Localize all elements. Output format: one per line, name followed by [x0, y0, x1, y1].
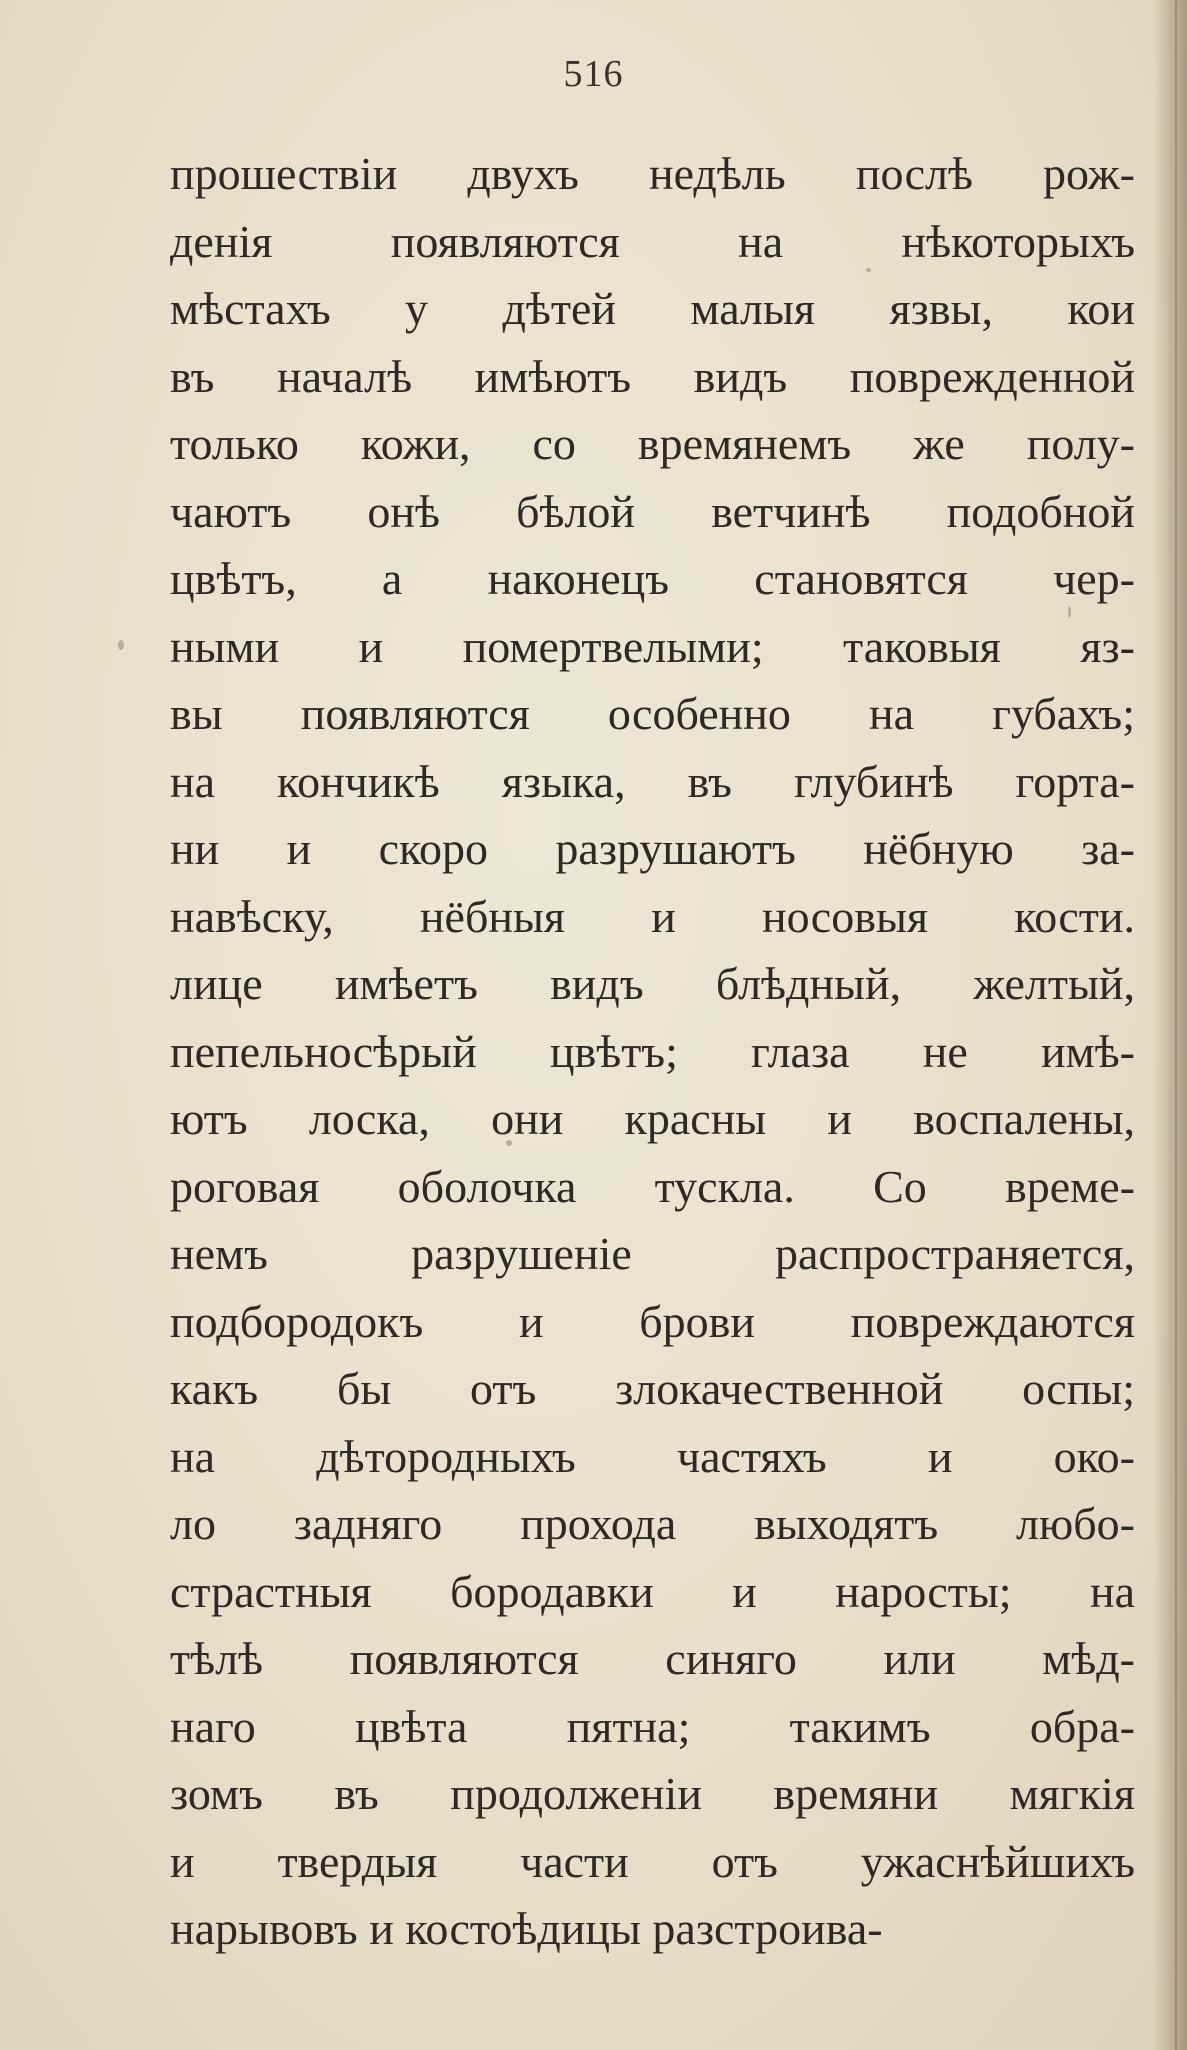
text-line: лице имѣетъ видъ блѣдный, желтый,	[170, 958, 1135, 1009]
text-line: роговая оболочка тускла. Со време-	[170, 1160, 1135, 1212]
text-line: и твердыя части отъ ужаснѣйшихъ	[170, 1835, 1135, 1887]
text-line: навѣску, нёбныя и носовыя кости.	[170, 890, 1135, 942]
text-line: страстныя бородавки и наросты; на	[170, 1565, 1135, 1617]
page-edge-line	[1175, 0, 1177, 2050]
text-line: подбородокъ и брови повреждаются	[170, 1295, 1135, 1347]
text-line: чаютъ онѣ бѣлой ветчинѣ подобной	[170, 485, 1135, 537]
text-line: ло задняго прохода выходятъ любо-	[170, 1498, 1135, 1549]
text-line: ни и скоро разрушаютъ нёбную за-	[170, 823, 1135, 874]
text-line: цвѣтъ, а наконецъ становятся чер-	[170, 553, 1135, 604]
page-edge-shadow	[1153, 0, 1187, 2050]
text-line: какъ бы отъ злокачественной оспы;	[170, 1363, 1135, 1414]
page-number: 516	[563, 53, 624, 95]
text-line: только кожи, со времянемъ же полу-	[170, 418, 1135, 469]
text-line: ютъ лоска, они красны и воспалены,	[170, 1093, 1135, 1144]
paper-speck	[118, 640, 124, 650]
text-line: прошествіи двухъ недѣль послѣ рож-	[170, 148, 1135, 199]
text-line: на дѣтородныхъ частяхъ и око-	[170, 1430, 1135, 1482]
text-line: наго цвѣта пятна; такимъ обра-	[170, 1700, 1135, 1752]
text-line: пепельносѣрый цвѣтъ; глаза не имѣ-	[170, 1025, 1135, 1077]
text-line: денія появляются на нѣкоторыхъ	[170, 215, 1135, 267]
text-line: зомъ въ продолженіи времяни мягкія	[170, 1768, 1135, 1819]
text-line: мѣстахъ у дѣтей малыя язвы, кои	[170, 283, 1135, 334]
page-body-text	[170, 140, 1135, 1963]
text-line: нарывовъ и костоѣдицы разстроива-	[170, 1903, 883, 1954]
text-line: вы появляются особенно на губахъ;	[170, 688, 1135, 739]
text-line: ными и помертвелыми; таковыя яз-	[170, 620, 1135, 672]
text-line: тѣлѣ появляются синяго или мѣд-	[170, 1633, 1135, 1684]
text-line: немъ разрушеніе распространяется,	[170, 1228, 1135, 1279]
text-line: на кончикѣ языка, въ глубинѣ горта-	[170, 755, 1135, 807]
text-line: въ началѣ имѣютъ видъ поврежденной	[170, 350, 1135, 402]
